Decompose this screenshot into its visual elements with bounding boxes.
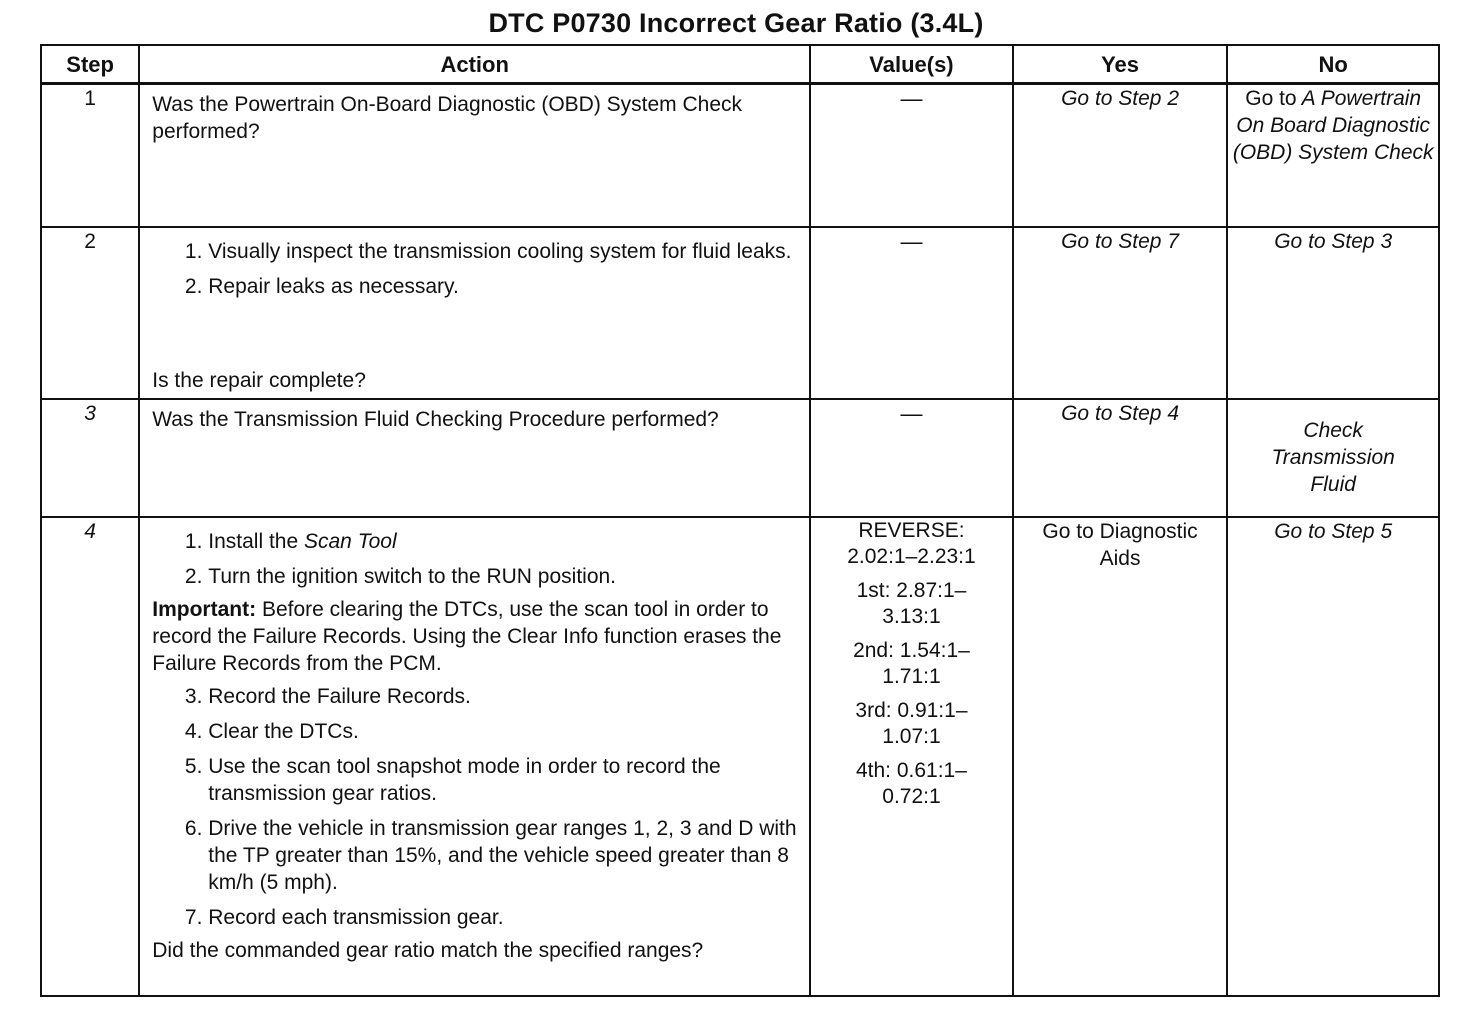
action-question: Is the repair complete?	[152, 368, 366, 392]
header-yes: Yes	[1013, 45, 1228, 84]
yes-link[interactable]: Go to Step 2	[1061, 87, 1180, 110]
yes-cell	[1013, 399, 1228, 517]
diagnostic-table	[40, 44, 1440, 997]
yes-cell	[1013, 227, 1228, 399]
no-link[interactable]: Go to Step 3	[1274, 229, 1393, 253]
step-number: 1	[41, 84, 139, 227]
action-cell	[139, 84, 810, 227]
value-cell: —	[810, 227, 1013, 399]
no-link[interactable]: A Powertrain On Board Diagnostic (OBD) System Check	[1232, 87, 1434, 164]
yes-cell	[1013, 84, 1228, 227]
gear-ratio-values	[811, 518, 1012, 810]
value-1st: 1st: 2.87:1–3.13:1	[856, 578, 967, 628]
action-list	[152, 683, 799, 931]
scan-tool-link[interactable]: Scan Tool	[304, 529, 397, 553]
table-row	[41, 517, 1439, 996]
list-item: 4. Clear the DTCs.	[208, 718, 799, 745]
step-number: 4	[41, 517, 139, 996]
table-row	[41, 399, 1439, 517]
header-action: Action	[139, 45, 810, 84]
table-row	[41, 227, 1439, 399]
table-row	[41, 84, 1439, 227]
header-values: Value(s)	[810, 45, 1013, 84]
action-cell	[139, 227, 810, 399]
no-cell	[1227, 84, 1439, 227]
no-prefix: Go to	[1245, 87, 1297, 110]
no-cell	[1227, 399, 1439, 517]
value-2nd: 2nd: 1.54:1–1.71:1	[853, 638, 970, 688]
action-text: Was the Powertrain On-Board Diagnostic (OBD) System Check performed?	[152, 93, 743, 143]
list-item: 6. Drive the vehicle in transmission gear ranges 1, 2, 3 and D with the TP greater than 15%, and the vehicle speed greater than 8 km/h (5 mph).	[208, 815, 799, 896]
list-item: 2. Repair leaks as necessary.	[208, 273, 799, 300]
table-header-row	[41, 45, 1439, 84]
yes-link[interactable]: Go to Step 7	[1061, 229, 1180, 253]
step-number: 3	[41, 399, 139, 517]
action-text: Was the Transmission Fluid Checking Procedure performed?	[152, 407, 719, 431]
no-link[interactable]: Check Transmission Fluid	[1271, 419, 1395, 496]
list-item: 2. Turn the ignition switch to the RUN position.	[208, 563, 799, 590]
action-list	[152, 238, 799, 306]
important-label: Important:	[152, 597, 257, 621]
header-no: No	[1227, 45, 1439, 84]
yes-link[interactable]: Go to Step 4	[1061, 401, 1180, 425]
step-number: 2	[41, 227, 139, 399]
action-cell	[139, 517, 810, 996]
value-cell	[810, 517, 1013, 996]
page-title: DTC P0730 Incorrect Gear Ratio (3.4L)	[488, 8, 984, 38]
list-item: 1. Install the Scan Tool	[208, 528, 799, 555]
no-cell	[1227, 227, 1439, 399]
no-link[interactable]: Go to Step 5	[1274, 519, 1393, 543]
important-note	[152, 596, 799, 677]
list-item: 3. Record the Failure Records.	[208, 683, 799, 710]
value-reverse: REVERSE: 2.02:1–2.23:1	[847, 518, 976, 568]
header-step: Step	[41, 45, 139, 84]
action-question: Did the commanded gear ratio match the specified ranges?	[152, 938, 704, 962]
value-cell: —	[810, 84, 1013, 227]
yes-link[interactable]: Go to Diagnostic Aids	[1042, 519, 1198, 570]
yes-cell	[1013, 517, 1228, 996]
list-item: 5. Use the scan tool snapshot mode in order to record the transmission gear ratios.	[208, 753, 799, 807]
value-3rd: 3rd: 0.91:1–1.07:1	[855, 698, 968, 748]
list-item: 7. Record each transmission gear.	[208, 904, 799, 931]
value-cell: —	[810, 399, 1013, 517]
no-cell	[1227, 517, 1439, 996]
important-text: Before clearing the DTCs, use the scan tool in order to record the Failure Records. Using the Clear Info function erases the Failure Records from the PCM.	[152, 597, 782, 675]
value-4th: 4th: 0.61:1–0.72:1	[855, 758, 967, 808]
list-item: 1. Visually inspect the transmission cooling system for fluid leaks.	[208, 238, 799, 265]
action-list	[152, 528, 799, 590]
action-cell	[139, 399, 810, 517]
